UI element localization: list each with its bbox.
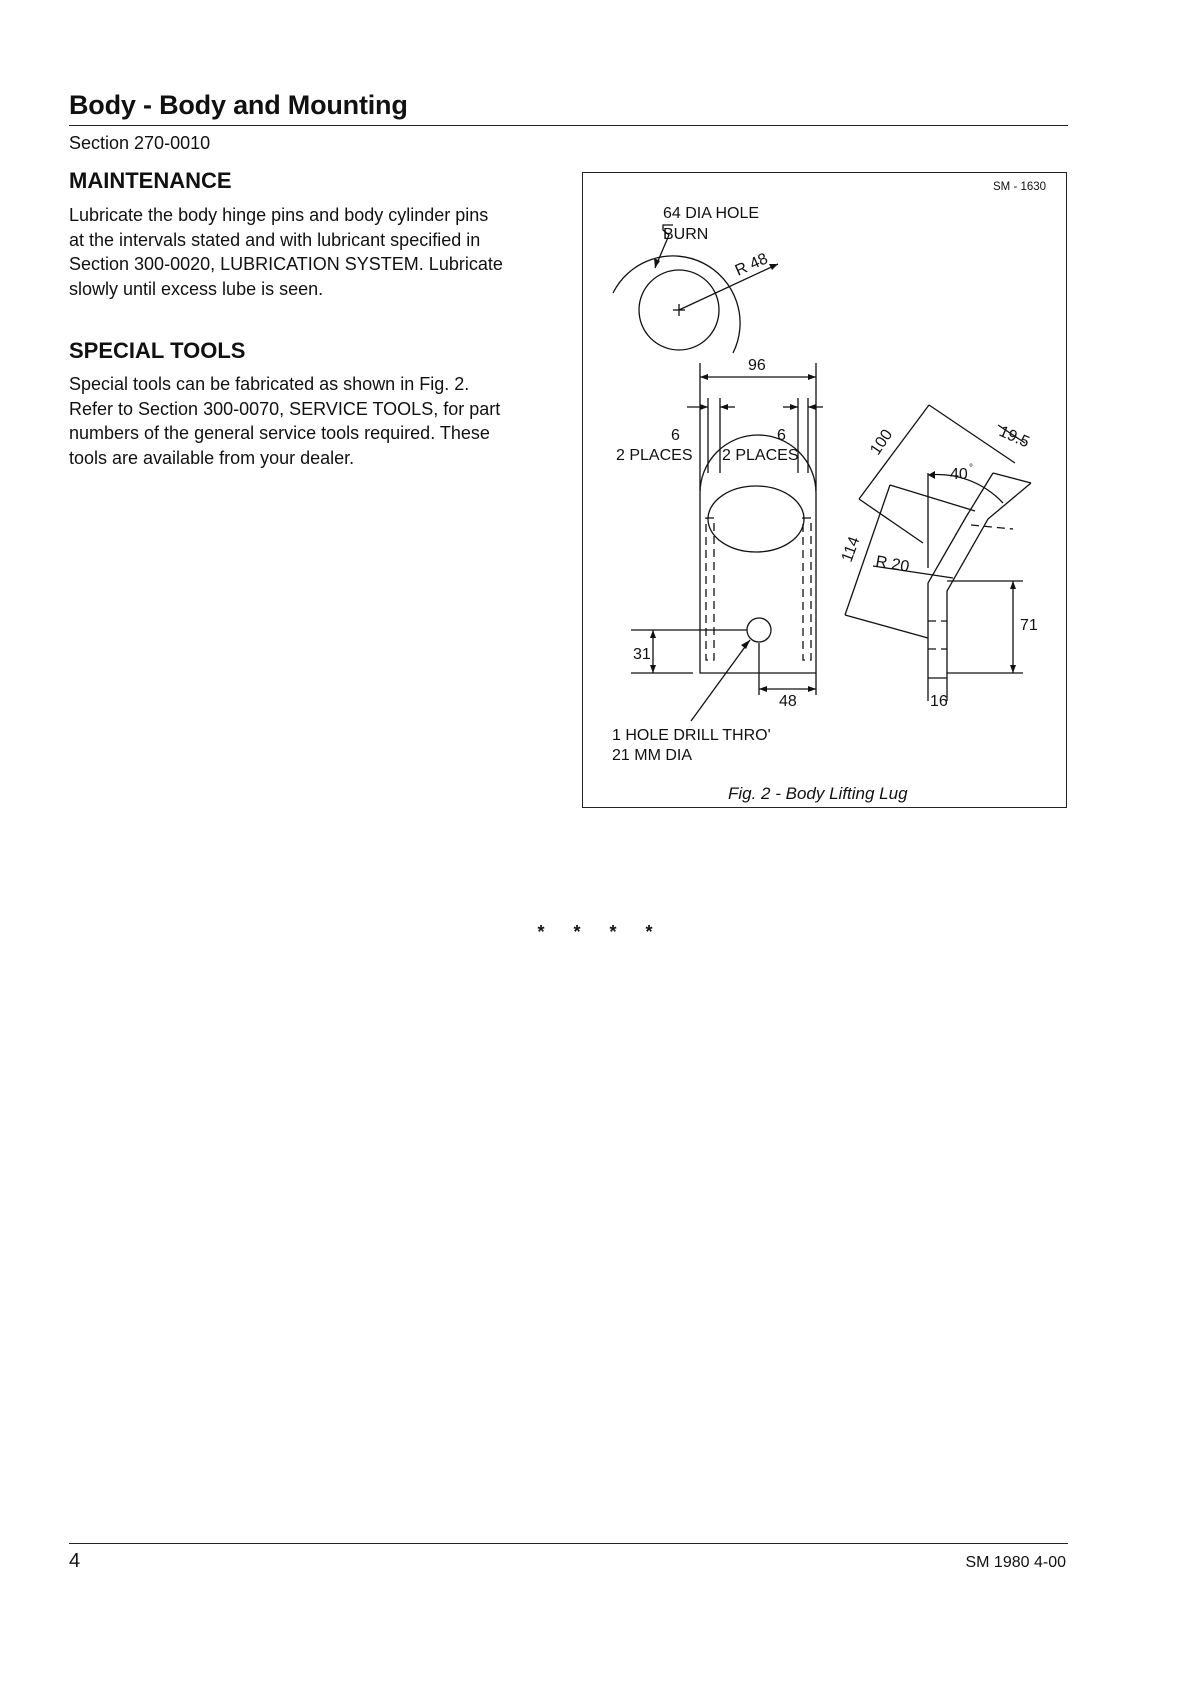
separator-star: * (645, 922, 653, 942)
dim-16-label: 16 (930, 693, 948, 710)
header-rule (69, 125, 1068, 126)
side-hidden-3 (971, 525, 1013, 529)
hidden-slot-left (706, 518, 714, 660)
special-tools-line: numbers of the general service tools required. These (69, 423, 490, 443)
figure-box (582, 172, 1067, 808)
special-tools-text (69, 372, 559, 470)
end-separator (0, 922, 1190, 943)
page-title: Body - Body and Mounting (69, 90, 408, 120)
special-tools-line: tools are available from your dealer. (69, 447, 355, 468)
drill-note-line2: 21 MM DIA (612, 747, 693, 764)
maintenance-line: Section 300-0020, LUBRICATION SYSTEM. Lubricate (69, 254, 503, 274)
lifting-lug-drawing (583, 173, 1068, 809)
special-tools-line: Special tools can be fabricated as shown in Fig. 2. (69, 374, 470, 394)
separator-star: * (573, 922, 581, 942)
separator-star: * (537, 922, 545, 942)
dim-100-label: 100 (867, 426, 897, 459)
angle-40-label: 40 (950, 466, 968, 483)
figure-ref: SM - 1630 (993, 181, 1047, 193)
maintenance-line: Lubricate the body hinge pins and body cylinder pins (69, 205, 489, 225)
dim-6-left-label: 6 (671, 427, 680, 444)
page-number: 4 (69, 1550, 81, 1572)
hole-note-line2: BURN (663, 226, 709, 243)
dim-19-5-label: 19.5 (996, 423, 1032, 452)
dim-96-label: 96 (748, 357, 766, 374)
maintenance-heading: MAINTENANCE (69, 168, 232, 193)
separator-star: * (609, 922, 617, 942)
dim-48-label: 48 (779, 693, 797, 710)
radius-48-label: R 48 (732, 250, 771, 280)
drill-note-line1: 1 HOLE DRILL THRO' (612, 727, 771, 744)
radius-20-label: R 20 (874, 553, 911, 576)
lug-top-hole (708, 486, 804, 552)
hidden-slot-right (803, 518, 811, 660)
degree-mark: ° (969, 463, 973, 474)
places-left-label: 2 PLACES (616, 447, 693, 464)
dim-100-line (859, 405, 929, 499)
hole-note-line1: 64 DIA HOLE (663, 205, 760, 222)
maintenance-line: slowly until excess lube is seen. (69, 278, 324, 299)
special-tools-line: Refer to Section 300-0070, SERVICE TOOLS, for part (69, 398, 501, 419)
document-number: SM 1980 4-00 (965, 1554, 1066, 1571)
drill-hole (747, 618, 771, 642)
footer-rule (69, 1543, 1068, 1544)
section-number: Section 270-0010 (69, 133, 211, 153)
dim-114-label: 114 (838, 534, 864, 565)
maintenance-text (69, 203, 559, 301)
places-right-label: 2 PLACES (722, 447, 799, 464)
dim-6-right-label: 6 (777, 427, 786, 444)
maintenance-line: at the intervals stated and with lubricant specified in (69, 229, 481, 250)
dim-31-label: 31 (633, 646, 651, 663)
special-tools-heading: SPECIAL TOOLS (69, 338, 246, 363)
dim-71-label: 71 (1020, 617, 1038, 634)
r48-leader (679, 264, 778, 310)
figure-caption: Fig. 2 - Body Lifting Lug (728, 784, 908, 803)
side-tip-edge (993, 473, 1031, 483)
